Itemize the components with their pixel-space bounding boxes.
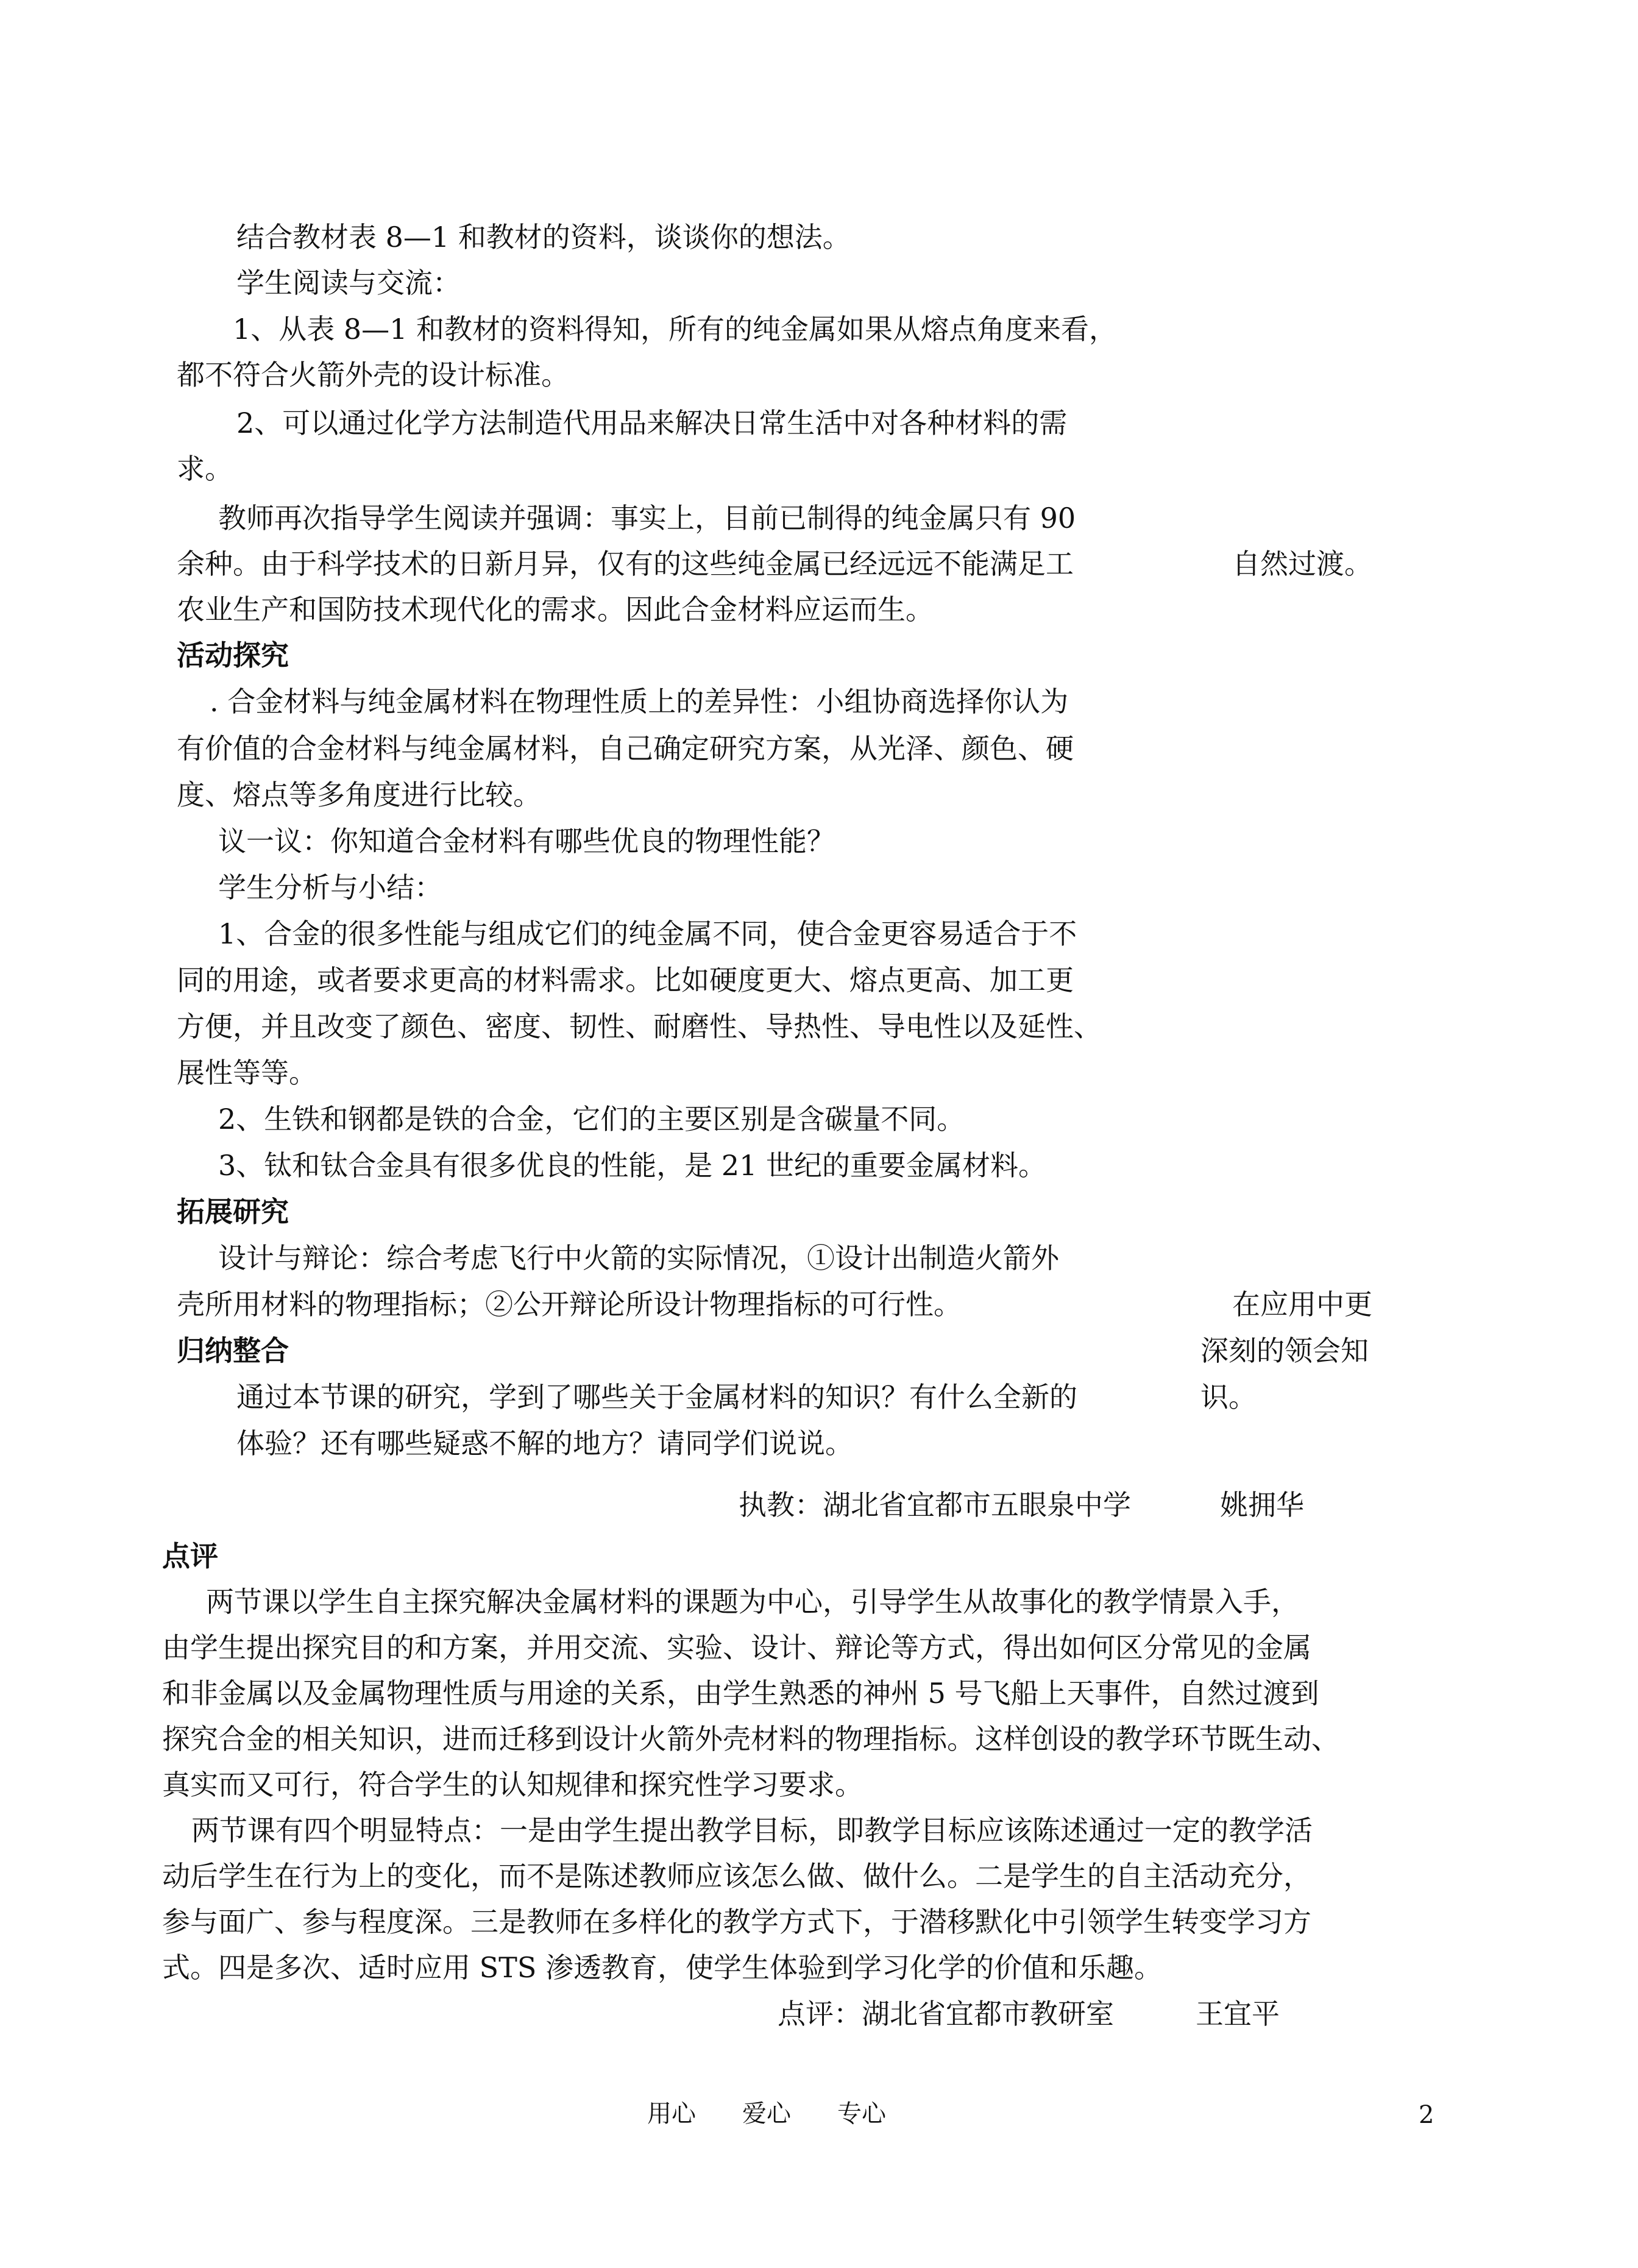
- side-note: 深刻的领会知: [1200, 1334, 1369, 1367]
- text-line: 通过本节课的研究，学到了哪些关于金属材料的知识？有什么全新的: [236, 1381, 1077, 1413]
- text-line: 2、可以通过化学方法制造代用品来解决日常生活中对各种材料的需: [236, 407, 1068, 439]
- side-note: 识。: [1200, 1381, 1257, 1413]
- teacher-name: 姚拥华: [1220, 1488, 1304, 1521]
- text-line: 1、合金的很多性能与组成它们的纯金属不同，使合金更容易适合于不: [218, 917, 1077, 950]
- text-line: 结合教材表 8—1 和教材的资料，谈谈你的想法。: [236, 221, 851, 254]
- text-line: 动后学生在行为上的变化，而不是陈述教师应该怎么做、做什么。二是学生的自主活动充分，: [162, 1860, 1311, 1893]
- text-line: 两节课有四个明显特点：一是由学生提出教学目标，即教学目标应该陈述通过一定的教学活: [191, 1814, 1313, 1847]
- text-line: 和非金属以及金属物理性质与用途的关系，由学生熟悉的神州 5 号飞船上天事件，自然过渡到: [162, 1677, 1319, 1710]
- text-line: 设计与辩论：综合考虑飞行中火箭的实际情况，①设计出制造火箭外: [218, 1242, 1059, 1274]
- footer-motto: 爱心: [742, 2100, 791, 2128]
- text-line: 1、从表 8—1 和教材的资料得知，所有的纯金属如果从熔点角度来看，: [233, 313, 1118, 346]
- text-line: 探究合金的相关知识，进而迁移到设计火箭外壳材料的物理指标。这样创设的教学环节既生动、: [162, 1722, 1339, 1755]
- text-line: 都不符合火箭外壳的设计标准。: [177, 358, 569, 391]
- text-line: 农业生产和国防技术现代化的需求。因此合金材料应运而生。: [177, 593, 934, 626]
- text-line: 体验？还有哪些疑惑不解的地方？请同学们说说。: [236, 1427, 853, 1460]
- page-number: 2: [1419, 2101, 1434, 2129]
- text-line: . 合金材料与纯金属材料在物理性质上的差异性：小组协商选择你认为: [210, 685, 1069, 718]
- text-line: 教师再次指导学生阅读并强调：事实上，目前已制得的纯金属只有 90: [218, 502, 1076, 535]
- text-line: 参与面广、参与程度深。三是教师在多样化的教学方式下，于潜移默化中引领学生转变学习方: [162, 1905, 1311, 1938]
- text-line: 真实而又可行，符合学生的认知规律和探究性学习要求。: [162, 1768, 863, 1801]
- text-line: 议一议：你知道合金材料有哪些优良的物理性能？: [218, 825, 835, 858]
- teacher-credit: 执教：湖北省宜都市五眼泉中学: [739, 1488, 1131, 1521]
- footer-motto: 用心: [647, 2100, 696, 2128]
- reviewer-name: 王宜平: [1196, 1997, 1280, 2030]
- text-line: 余种。由于科学技术的日新月异，仅有的这些纯金属已经远远不能满足工: [177, 547, 1074, 580]
- section-heading: 拓展研究: [177, 1195, 289, 1228]
- text-line: 度、熔点等多角度进行比较。: [177, 778, 541, 811]
- text-line: 2、生铁和钢都是铁的合金，它们的主要区别是含碳量不同。: [218, 1103, 965, 1136]
- reviewer-credit: 点评：湖北省宜都市教研室: [778, 1997, 1114, 2030]
- text-line: 3、钛和钛合金具有很多优良的性能，是 21 世纪的重要金属材料。: [218, 1149, 1047, 1182]
- section-heading: 归纳整合: [177, 1334, 289, 1367]
- review-heading: 点评: [162, 1540, 218, 1573]
- text-line: 展性等等。: [177, 1056, 317, 1089]
- footer-motto: 专心: [837, 2100, 886, 2128]
- side-note: 在应用中更: [1232, 1288, 1372, 1321]
- text-line: 同的用途，或者要求更高的材料需求。比如硬度更大、熔点更高、加工更: [177, 964, 1074, 997]
- text-line: 求。: [177, 452, 233, 485]
- section-heading: 活动探究: [177, 639, 289, 672]
- text-line: 方便，并且改变了颜色、密度、韧性、耐磨性、导热性、导电性以及延性、: [177, 1010, 1102, 1043]
- text-line: 式。四是多次、适时应用 STS 渗透教育，使学生体验到学习化学的价值和乐趣。: [162, 1951, 1162, 1984]
- text-line: 两节课以学生自主探究解决金属材料的课题为中心，引导学生从故事化的教学情景入手，: [206, 1585, 1299, 1618]
- text-line: 由学生提出探究目的和方案，并用交流、实验、设计、辩论等方式，得出如何区分常见的金属: [162, 1631, 1311, 1664]
- side-note: 自然过渡。: [1232, 547, 1372, 580]
- text-line: 学生分析与小结：: [218, 871, 442, 904]
- text-line: 壳所用材料的物理指标；②公开辩论所设计物理指标的可行性。: [177, 1288, 962, 1321]
- text-line: 有价值的合金材料与纯金属材料，自己确定研究方案，从光泽、颜色、硬: [177, 732, 1074, 765]
- text-line: 学生阅读与交流：: [236, 266, 461, 299]
